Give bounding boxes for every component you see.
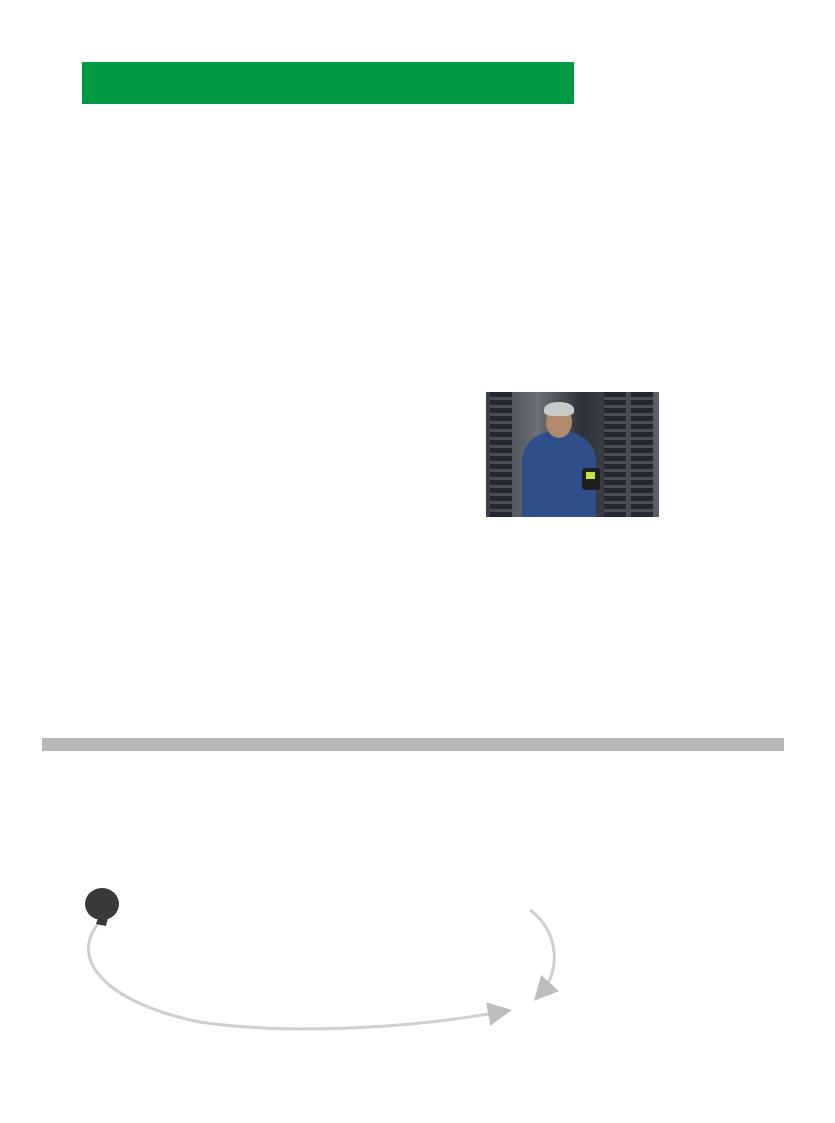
- technician-photo: [486, 392, 659, 517]
- header-green-bar: [82, 62, 574, 104]
- available-services-bar: [42, 738, 784, 751]
- cycle-arrow-left: [88, 912, 500, 1029]
- business-need-head: [85, 888, 119, 926]
- lifecycle-diagram: [80, 862, 560, 1042]
- cycle-arrow-right: [530, 910, 554, 992]
